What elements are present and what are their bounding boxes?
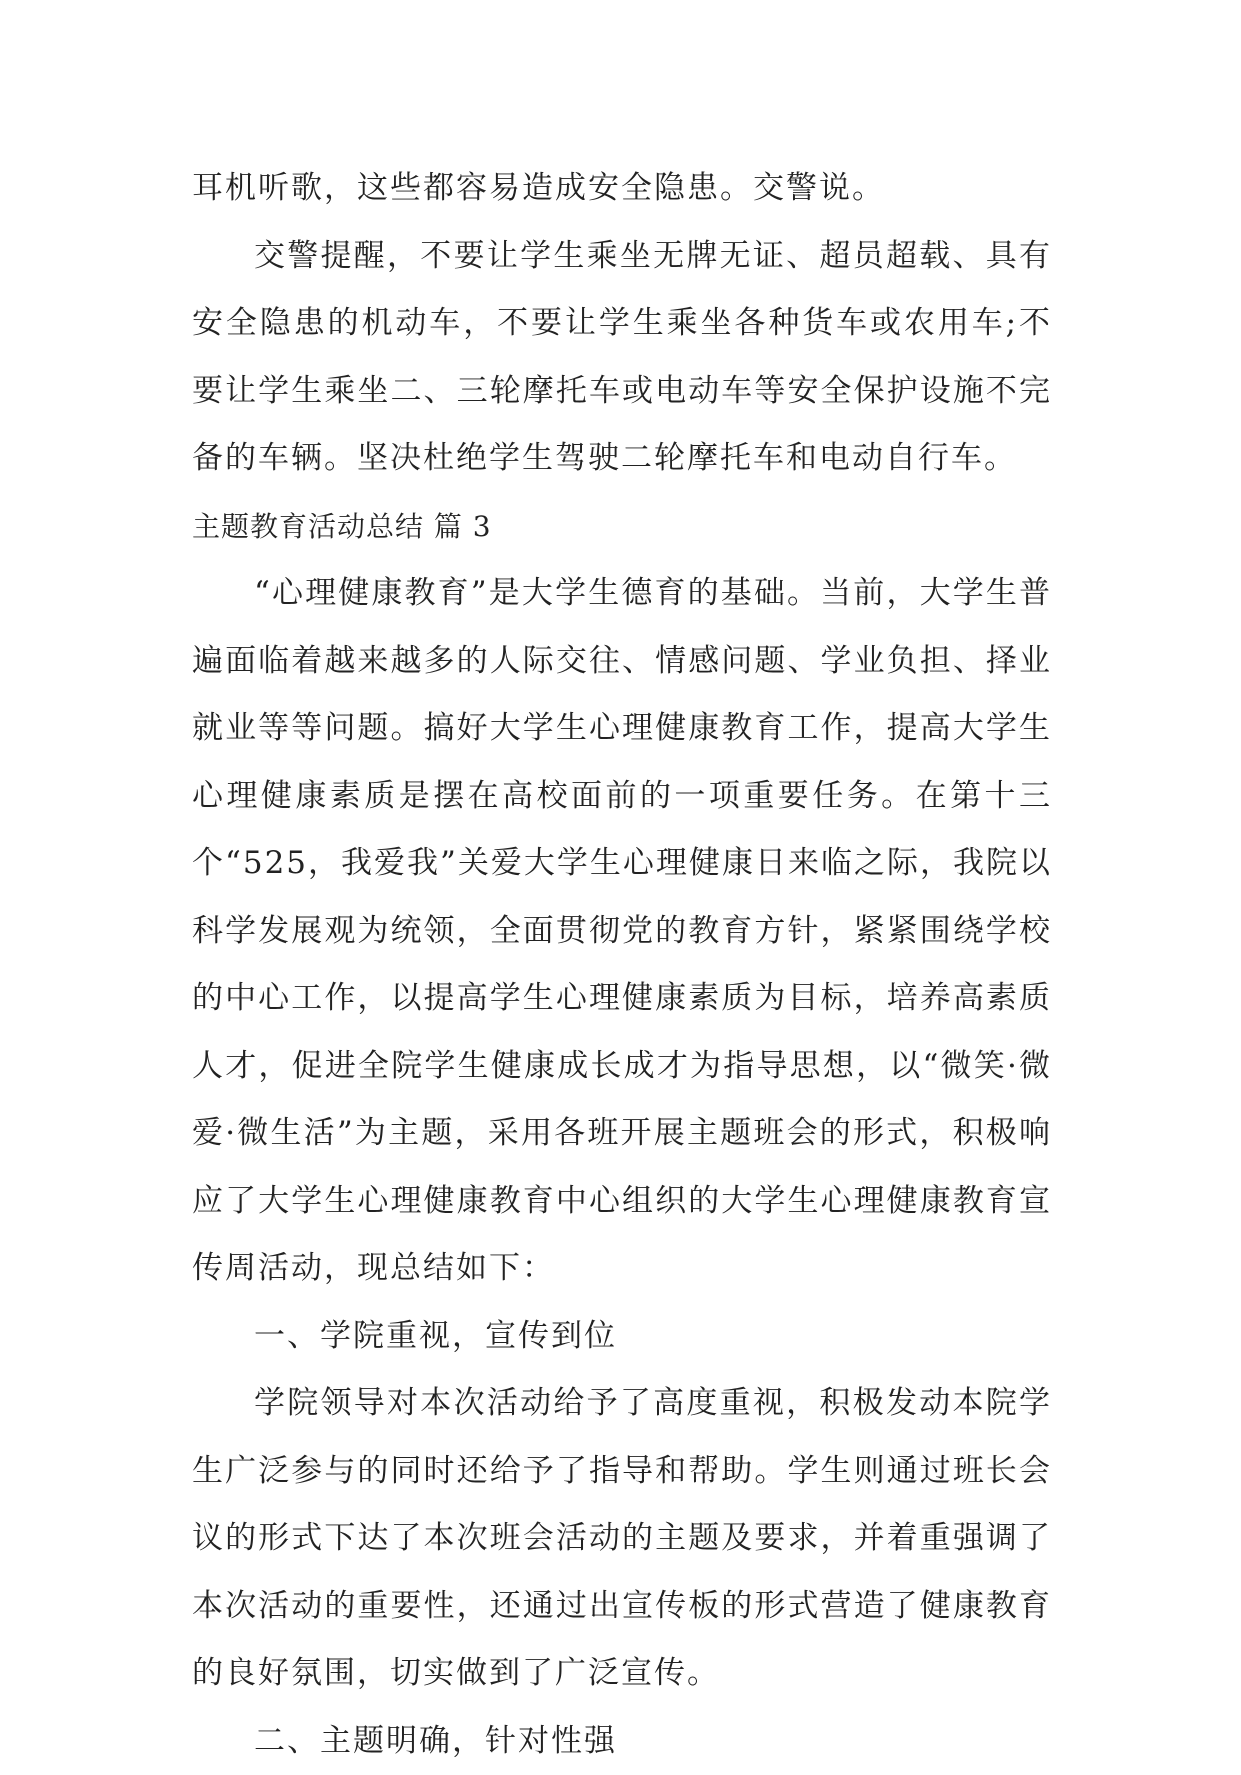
paragraph-introduction: “心理健康教育”是大学生德育的基础。当前，大学生普遍面临着越来越多的人际交往、情感问题、学业负担、择业就业等等问题。搞好大学生心理健康教育工作，提高大学生心理健康素质是摆在高校面前的一项重要任务。在第十三个“525，我爱我”关爱大学生心理健康日来临之际，我院以科学发展观为统领，全面贯彻党的教育方针，紧紧围绕学校的中心工作，以提高学生心理健康素质为目标，培养高素质人才，促进全院学生健康成长成才为指导思想，以“微笑·微爱·微生活”为主题，采用各班开展主题班会的形式，积极响应了大学生心理健康教育中心组织的大学生心理健康教育宣传周活动，现总结如下： [192,560,1052,1303]
section-heading-1: 一、学院重视，宣传到位 [192,1303,1052,1371]
paragraph-continuation: 耳机听歌，这些都容易造成安全隐患。交警说。 [192,155,1052,223]
paragraph-section-1-body: 学院领导对本次活动给予了高度重视，积极发动本院学生广泛参与的同时还给予了指导和帮助。学生则通过班长会议的形式下达了本次班会活动的主题及要求，并着重强调了本次活动的重要性，还通过出宣传板的形式营造了健康教育的良好氛围，切实做到了广泛宣传。 [192,1370,1052,1708]
document-body [192,155,1052,1775]
paragraph-traffic-reminder: 交警提醒，不要让学生乘坐无牌无证、超员超载、具有安全隐患的机动车，不要让学生乘坐各种货车或农用车;不要让学生乘坐二、三轮摩托车或电动车等安全保护设施不完备的车辆。坚决杜绝学生驾驶二轮摩托车和电动自行车。 [192,223,1052,493]
section-heading-2: 二、主题明确，针对性强 [192,1708,1052,1775]
section-title: 主题教育活动总结 篇 3 [192,493,1052,561]
